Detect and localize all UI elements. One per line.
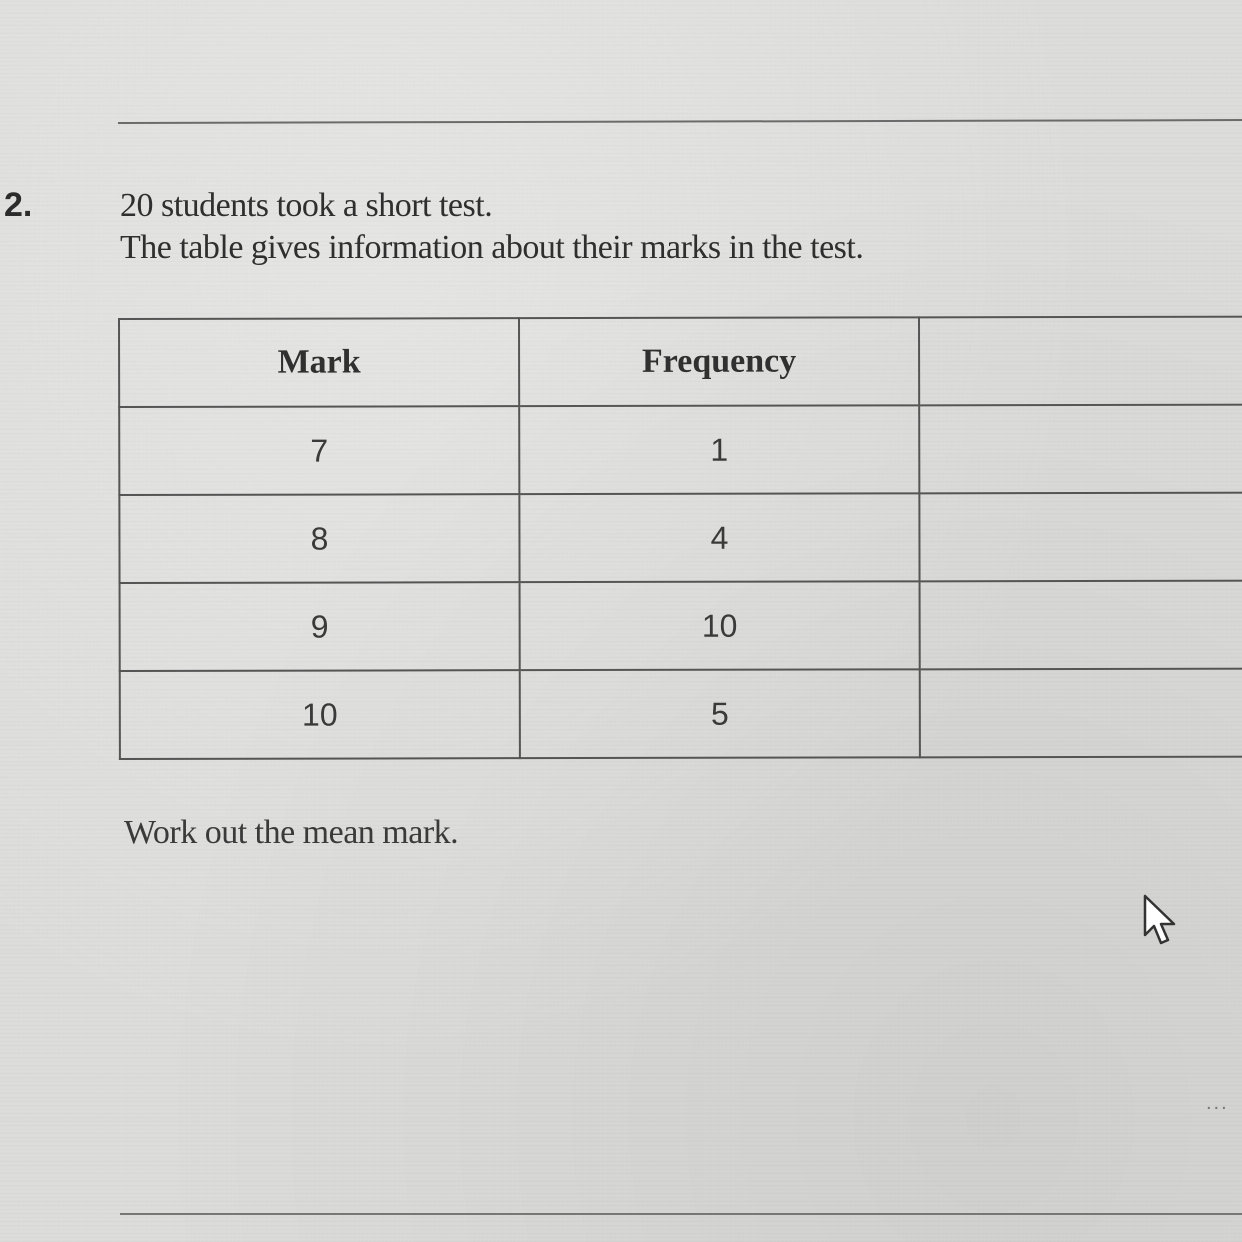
mark-column-header: Mark <box>119 318 519 407</box>
frequency-cell: 1 <box>519 405 919 494</box>
table-row <box>119 404 1242 495</box>
question-number: 2. <box>4 186 33 224</box>
frequency-column-header: Frequency <box>519 317 919 406</box>
frequency-cell: 5 <box>520 669 920 758</box>
question-intro-line-1: 20 students took a short test. <box>120 187 493 224</box>
mark-cell: 10 <box>120 670 520 759</box>
question-intro-line-2: The table gives information about their marks in the test. <box>120 229 864 266</box>
working-cell[interactable] <box>920 580 1242 669</box>
bottom-divider <box>120 1213 1242 1215</box>
mark-cell: 9 <box>120 582 520 671</box>
mouse-pointer-icon <box>1142 893 1182 949</box>
mark-cell: 7 <box>119 406 519 495</box>
table-row <box>120 668 1242 759</box>
marks-table-container <box>118 316 1242 768</box>
question-instruction: Work out the mean mark. <box>124 814 459 851</box>
working-cell[interactable] <box>919 492 1242 581</box>
answer-line-dots: ... <box>1206 1092 1229 1114</box>
mark-cell: 8 <box>119 494 519 583</box>
table-row <box>119 492 1242 583</box>
top-divider <box>118 119 1242 124</box>
frequency-cell: 10 <box>520 581 920 670</box>
table-header-row <box>119 316 1242 407</box>
blank-column-header[interactable] <box>919 316 1242 405</box>
working-cell[interactable] <box>919 404 1242 493</box>
frequency-cell: 4 <box>519 493 919 582</box>
marks-frequency-table <box>118 315 1242 760</box>
working-cell[interactable] <box>920 668 1242 757</box>
table-row <box>120 580 1242 671</box>
